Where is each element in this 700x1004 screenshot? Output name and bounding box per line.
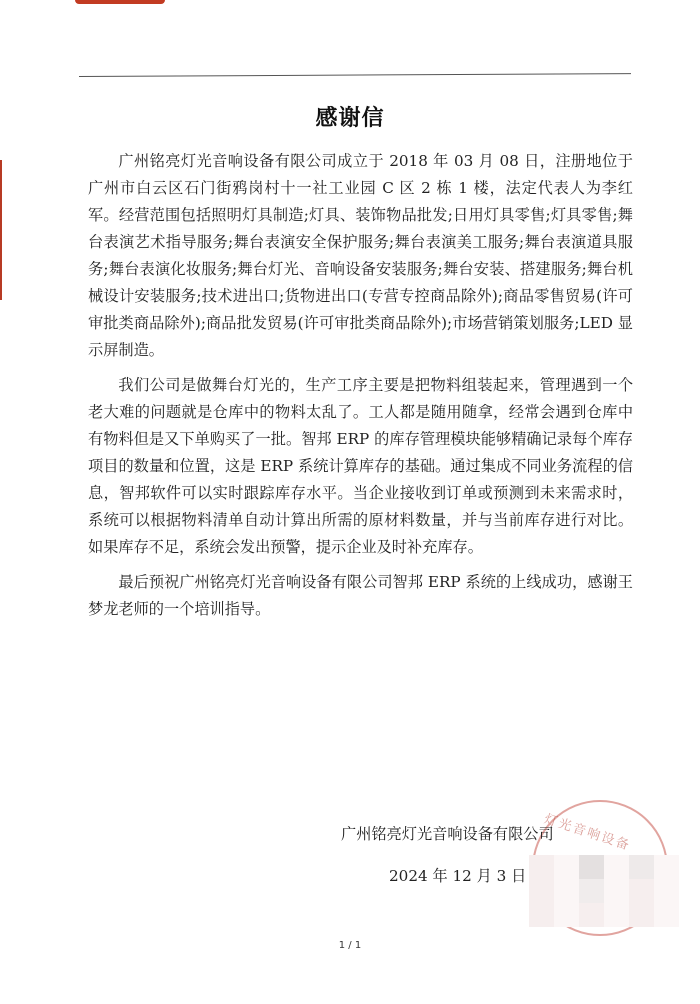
red-edge-decoration-left	[0, 160, 2, 300]
page-number: 1 / 1	[338, 940, 362, 951]
redacted-mosaic	[529, 855, 679, 927]
signature-date: 2024 年 12 月 3 日	[389, 867, 527, 885]
paragraph-company-intro: 广州铭亮灯光音响设备有限公司成立于 2018 年 03 月 08 日，注册地位于广州市白云区石门街鸦岗村十一社工业园 C 区 2 栋 1 楼，法定代表人为李红军。经营范围包括照明灯具制造;灯具、装饰物品批发;日用灯具零售;灯具零售;舞台表演艺术指导服务;舞台表演安全保护服务;舞台表演美工服务;舞台表演道具服务;舞台表演化妆服务;舞台灯光、音响设备安装服务;舞台安装、搭建服务;舞台机械设计安装服务;技术进出口;货物进出口(专营专控商品除外);商品零售贸易(许可审批类商品除外);商品批发贸易(许可审批类商品除外);市场营销策划服务;LED 显示屏制造。	[88, 152, 633, 359]
paragraph-erp-usage: 我们公司是做舞台灯光的，生产工序主要是把物料组装起来，管理遇到一个老大难的问题就是仓库中的物料太乱了。工人都是随用随拿，经常会遇到仓库中有物料但是又下单购买了一批。智邦 ERP 的库存管理模块能够精确记录每个库存项目的数量和位置，这是 ERP 系统计算库存的基础。通过集成不同业务流程的信息，智邦软件可以实时跟踪库存水平。当企业接收到订单或预测到未来需求时，系统可以根据物料清单自动计算出所需的原材料数量，并与当前库存进行对比。如果库存不足，系统会发出预警，提示企业及时补充库存。	[88, 376, 633, 556]
header-rule	[79, 73, 631, 77]
letter-body	[88, 148, 633, 631]
seal-text: 灯光音响设备	[542, 811, 633, 854]
red-edge-decoration-top	[75, 0, 165, 4]
letter-title: 感谢信	[315, 106, 385, 131]
signature-company: 广州铭亮灯光音响设备有限公司	[341, 825, 554, 843]
paragraph-thanks: 最后预祝广州铭亮灯光音响设备有限公司智邦 ERP 系统的上线成功，感谢王梦龙老师的一个培训指导。	[88, 573, 633, 618]
